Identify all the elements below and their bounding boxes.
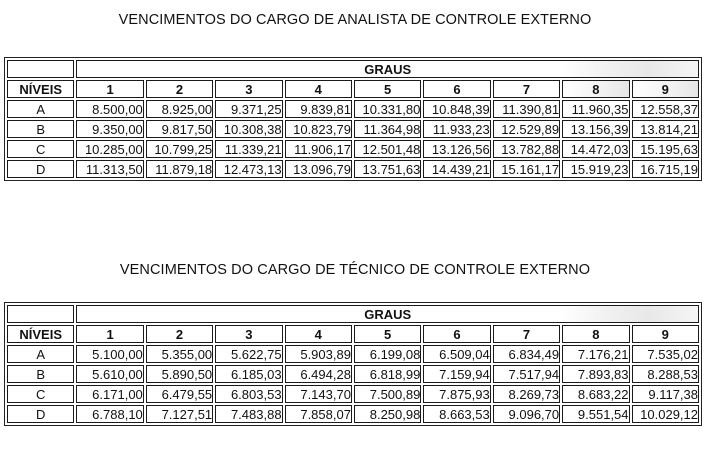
table-row bbox=[7, 385, 699, 403]
level-label: D bbox=[7, 405, 74, 423]
salary-cell: 7.176,21 bbox=[562, 345, 629, 363]
grade-header-4: 4 bbox=[285, 80, 352, 98]
salary-cell: 7.143,70 bbox=[285, 385, 352, 403]
salary-cell: 6.818,99 bbox=[354, 365, 421, 383]
salary-cell: 12.529,89 bbox=[493, 120, 560, 138]
tecnico-salary-table bbox=[4, 302, 702, 426]
salary-cell: 11.339,21 bbox=[215, 140, 282, 158]
salary-cell: 12.501,48 bbox=[354, 140, 421, 158]
salary-cell: 7.875,93 bbox=[423, 385, 490, 403]
salary-cell: 5.903,89 bbox=[285, 345, 352, 363]
salary-cell: 7.517,94 bbox=[493, 365, 560, 383]
grade-number-row bbox=[7, 325, 699, 343]
salary-cell: 13.126,56 bbox=[423, 140, 490, 158]
grade-header-5: 5 bbox=[354, 325, 421, 343]
table-row bbox=[7, 140, 699, 158]
table-row bbox=[7, 160, 699, 178]
graus-header-row bbox=[7, 60, 699, 78]
salary-cell: 10.848,39 bbox=[423, 100, 490, 118]
salary-cell: 6.199,08 bbox=[354, 345, 421, 363]
salary-cell: 11.906,17 bbox=[285, 140, 352, 158]
salary-cell: 5.100,00 bbox=[76, 345, 143, 363]
level-label: C bbox=[7, 385, 74, 403]
salary-cell: 8.269,73 bbox=[493, 385, 560, 403]
analista-table-title: VENCIMENTOS DO CARGO DE ANALISTA DE CONTROLE EXTERNO bbox=[118, 12, 592, 28]
salary-cell: 9.371,25 bbox=[215, 100, 282, 118]
salary-cell: 13.782,88 bbox=[493, 140, 560, 158]
corner-cell bbox=[7, 60, 74, 78]
salary-cell: 8.288,53 bbox=[632, 365, 699, 383]
corner-cell bbox=[7, 305, 74, 323]
salary-cell: 13.814,21 bbox=[632, 120, 699, 138]
salary-cell: 7.159,94 bbox=[423, 365, 490, 383]
salary-cell: 14.472,03 bbox=[562, 140, 629, 158]
graus-header: GRAUS bbox=[76, 60, 699, 78]
salary-cell: 9.117,38 bbox=[632, 385, 699, 403]
salary-cell: 9.096,70 bbox=[493, 405, 560, 423]
graus-header-row bbox=[7, 305, 699, 323]
salary-cell: 11.313,50 bbox=[76, 160, 143, 178]
salary-cell: 7.858,07 bbox=[285, 405, 352, 423]
grade-header-8: 8 bbox=[562, 80, 629, 98]
salary-cell: 7.127,51 bbox=[146, 405, 213, 423]
salary-cell: 7.535,02 bbox=[632, 345, 699, 363]
grade-header-9: 9 bbox=[632, 325, 699, 343]
salary-cell: 11.933,23 bbox=[423, 120, 490, 138]
grade-header-3: 3 bbox=[215, 80, 282, 98]
salary-cell: 13.156,39 bbox=[562, 120, 629, 138]
salary-cell: 8.925,00 bbox=[146, 100, 213, 118]
salary-cell: 6.803,53 bbox=[215, 385, 282, 403]
salary-cell: 15.161,17 bbox=[493, 160, 560, 178]
table-row bbox=[7, 120, 699, 138]
salary-cell: 9.551,54 bbox=[562, 405, 629, 423]
salary-cell: 8.250,98 bbox=[354, 405, 421, 423]
salary-cell: 10.308,38 bbox=[215, 120, 282, 138]
level-label: B bbox=[7, 365, 74, 383]
salary-cell: 7.893,83 bbox=[562, 365, 629, 383]
level-label: C bbox=[7, 140, 74, 158]
salary-cell: 9.350,00 bbox=[76, 120, 143, 138]
salary-cell: 11.364,98 bbox=[354, 120, 421, 138]
salary-cell: 11.960,35 bbox=[562, 100, 629, 118]
table-row bbox=[7, 405, 699, 423]
salary-cell: 13.751,63 bbox=[354, 160, 421, 178]
salary-cell: 10.799,25 bbox=[146, 140, 213, 158]
grade-header-3: 3 bbox=[215, 325, 282, 343]
salary-cell: 5.890,50 bbox=[146, 365, 213, 383]
salary-cell: 6.494,28 bbox=[285, 365, 352, 383]
salary-cell: 10.029,12 bbox=[632, 405, 699, 423]
salary-cell: 6.788,10 bbox=[76, 405, 143, 423]
level-label: A bbox=[7, 100, 74, 118]
salary-cell: 9.839,81 bbox=[285, 100, 352, 118]
grade-header-5: 5 bbox=[354, 80, 421, 98]
salary-cell: 5.622,75 bbox=[215, 345, 282, 363]
grade-header-7: 7 bbox=[493, 325, 560, 343]
grade-header-8: 8 bbox=[562, 325, 629, 343]
grade-header-6: 6 bbox=[423, 325, 490, 343]
grade-header-1: 1 bbox=[76, 80, 143, 98]
salary-cell: 10.331,80 bbox=[354, 100, 421, 118]
salary-cell: 6.171,00 bbox=[76, 385, 143, 403]
tecnico-table-title: VENCIMENTOS DO CARGO DE TÉCNICO DE CONTROLE EXTERNO bbox=[119, 262, 591, 278]
salary-cell: 5.610,00 bbox=[76, 365, 143, 383]
table-row bbox=[7, 345, 699, 363]
salary-cell: 9.817,50 bbox=[146, 120, 213, 138]
niveis-header: NÍVEIS bbox=[7, 325, 74, 343]
grade-number-row bbox=[7, 80, 699, 98]
grade-header-1: 1 bbox=[76, 325, 143, 343]
niveis-header: NÍVEIS bbox=[7, 80, 74, 98]
table-row bbox=[7, 365, 699, 383]
salary-cell: 10.823,79 bbox=[285, 120, 352, 138]
grade-header-6: 6 bbox=[423, 80, 490, 98]
grade-header-9: 9 bbox=[632, 80, 699, 98]
salary-cell: 5.355,00 bbox=[146, 345, 213, 363]
salary-cell: 12.473,13 bbox=[215, 160, 282, 178]
grade-header-4: 4 bbox=[285, 325, 352, 343]
salary-cell: 15.195,63 bbox=[632, 140, 699, 158]
analista-salary-table bbox=[4, 57, 702, 181]
salary-cell: 6.509,04 bbox=[423, 345, 490, 363]
graus-header: GRAUS bbox=[76, 305, 699, 323]
salary-cell: 7.500,89 bbox=[354, 385, 421, 403]
salary-cell: 13.096,79 bbox=[285, 160, 352, 178]
salary-cell: 7.483,88 bbox=[215, 405, 282, 423]
grade-header-2: 2 bbox=[146, 325, 213, 343]
salary-cell: 16.715,19 bbox=[632, 160, 699, 178]
salary-cell: 11.879,18 bbox=[146, 160, 213, 178]
salary-cell: 8.663,53 bbox=[423, 405, 490, 423]
grade-header-2: 2 bbox=[146, 80, 213, 98]
salary-cell: 15.919,23 bbox=[562, 160, 629, 178]
salary-cell: 12.558,37 bbox=[632, 100, 699, 118]
level-label: A bbox=[7, 345, 74, 363]
salary-cell: 6.185,03 bbox=[215, 365, 282, 383]
table-row bbox=[7, 100, 699, 118]
salary-cell: 8.500,00 bbox=[76, 100, 143, 118]
level-label: D bbox=[7, 160, 74, 178]
level-label: B bbox=[7, 120, 74, 138]
salary-cell: 6.834,49 bbox=[493, 345, 560, 363]
salary-cell: 8.683,22 bbox=[562, 385, 629, 403]
salary-cell: 14.439,21 bbox=[423, 160, 490, 178]
grade-header-7: 7 bbox=[493, 80, 560, 98]
salary-cell: 11.390,81 bbox=[493, 100, 560, 118]
salary-cell: 10.285,00 bbox=[76, 140, 143, 158]
salary-cell: 6.479,55 bbox=[146, 385, 213, 403]
